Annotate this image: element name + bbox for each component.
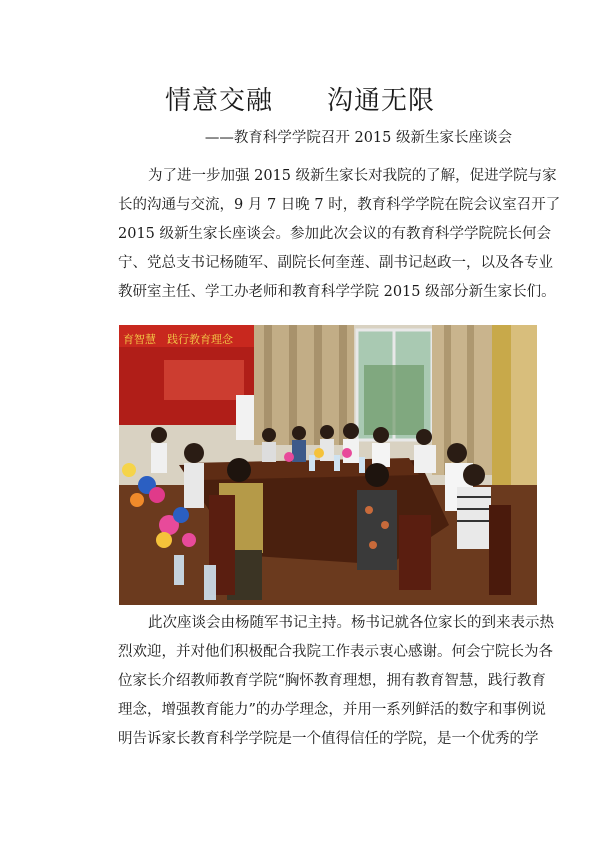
banner-text: 育智慧 践行教育理念 [123,333,233,346]
paragraph-line: 烈欢迎，并对他们积极配合我院工作表示衷心感谢。何会宁院长为各 [118,644,553,660]
meeting-photo-illustration [119,325,537,605]
paragraph-line: 明告诉家长教育科学学院是一个值得信任的学院，是一个优秀的学 [118,731,539,747]
paragraph-line: 宁、党总支书记杨随军、副院长何奎莲、副书记赵政一，以及各专业 [118,255,553,271]
paragraph-line: 教研室主任、学工办老师和教育科学学院 2015 级部分新生家长们。 [118,284,556,300]
paragraph-intro [118,162,561,307]
paragraph-line: 为了进一步加强 2015 级新生家长对我院的了解，促进学院与家 [148,168,557,184]
paragraph-hosting [118,609,554,754]
article-title: 情意交融 沟通无限 [164,86,435,116]
paragraph-line: 位家长介绍教师教育学院“胸怀教育理想，拥有教育智慧，践行教育 [118,673,546,689]
paragraph-line: 此次座谈会由杨随军书记主持。杨书记就各位家长的到来表示热 [148,615,554,631]
paragraph-line: 长的沟通与交流，9 月 7 日晚 7 时，教育科学学院在院会议室召开了 [118,197,561,213]
article-subtitle: ——教育科学学院召开 2015 级新生家长座谈会 [204,130,512,146]
paragraph-line: 2015 级新生家长座谈会。参加此次会议的有教育科学学院院长何会 [118,226,552,242]
paragraph-line: 理念，增强教育能力”的办学理念，并用一系列鲜活的数字和事例说 [118,702,546,718]
meeting-photo [119,325,537,605]
